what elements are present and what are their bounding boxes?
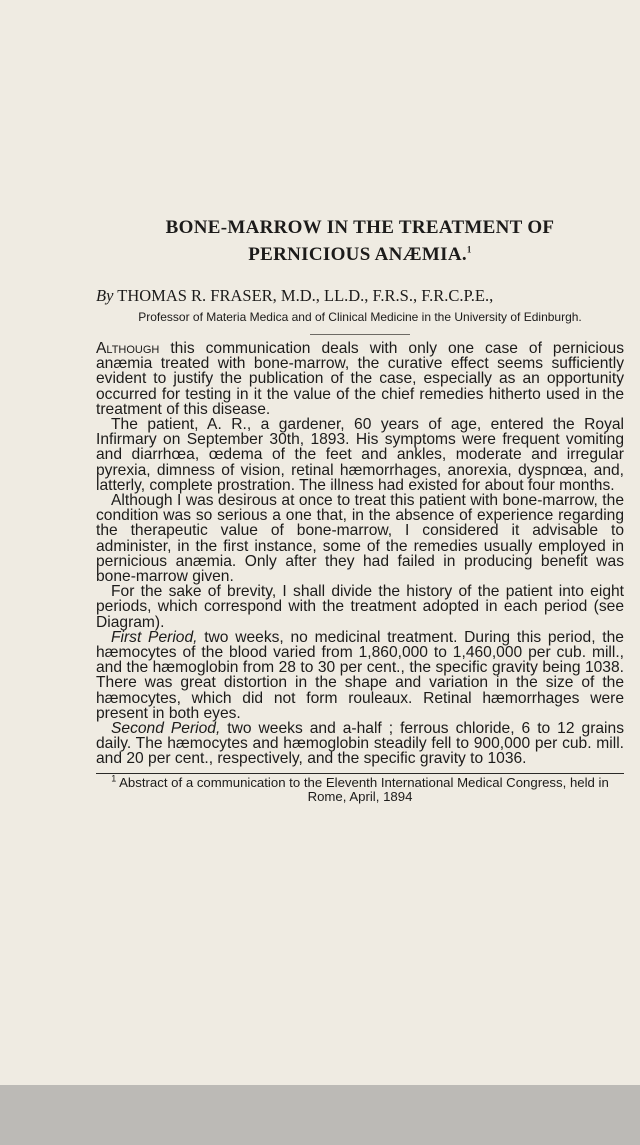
- paragraph-6-text: two weeks and a-half ; ferrous chloride, 6 to 12 grains daily. The hæmocytes and hæmoglobin steadily fell to 900,000 per cub. mill. and 20 per cent., respectively, and the specific gravity to 1036.: [96, 720, 624, 768]
- author-by: By: [96, 286, 114, 305]
- paragraph-3: Although I was desirous at once to treat this patient with bone-marrow, the condition was so serious a one that, in the absence of experience regarding the therapeutic value of bone-marrow, I considered it advisable to administer, in the first instance, some of the remedies usually employed in pernicious anæmia. Only after they had failed in producing benefit was bone-marrow given.: [96, 492, 624, 586]
- footnote-text: Abstract of a communication to the Eleventh International Medical Congress, held in Rome, April, 1894: [119, 774, 609, 804]
- paragraph-1-lead: Although: [96, 340, 160, 357]
- paragraph-4: For the sake of brevity, I shall divide the history of the patient into eight periods, which correspond with the treatment adopted in each period (see Diagram).: [96, 583, 624, 631]
- title-footnote-marker: 1: [466, 244, 472, 255]
- article: [96, 214, 624, 804]
- paragraph-2: The patient, A. R., a gardener, 60 years of age, entered the Royal Infirmary on September 30th, 1893. His symptoms were frequent vomiting and diarrhœa, œdema of the feet and ankles, moderate and irregular pyrexia, dimness of vision, retinal hæmorrhages, anorexia, dyspnœa, and, latterly, complete prostration. The illness had existed for about four months.: [96, 416, 624, 494]
- article-title: [96, 214, 624, 268]
- author-line: [96, 286, 624, 306]
- paragraph-5: [96, 630, 624, 721]
- paragraph-1-text: this communication deals with only one case of pernicious anæmia treated with bone-marrow, the curative effect seems sufficiently evident to justify the publication of the case, especially as an opportunity occurred for testing in it the value of the chief remedies hitherto used in the treatment of this disease.: [96, 340, 624, 418]
- author-affiliation: Professor of Materia Medica and of Clinical Medicine in the University of Edinburgh.: [138, 310, 582, 324]
- footnote-marker: 1: [111, 773, 117, 784]
- footnote: [96, 773, 624, 804]
- title-line-1: BONE-MARROW IN THE TREATMENT OF: [165, 217, 555, 238]
- footnote-divider: [96, 773, 624, 774]
- paragraph-6: [96, 721, 624, 767]
- title-line-2: PERNICIOUS ANÆMIA.: [248, 244, 467, 265]
- paragraph-5-text: two weeks, no medicinal treatment. During this period, the hæmocytes of the blood varied from 1,860,000 to 1,460,000 per cub. mill., and the hæmoglobin from 28 to 30 per cent., the specific gravity being 1038. There was great distortion in the shape and variation in the size of the hæmocytes, which did not form rouleaux. Retinal hæmorrhages were present in both eyes.: [96, 628, 624, 722]
- paragraph-6-lead: Second Period,: [111, 720, 221, 738]
- paragraph-1: [96, 341, 624, 417]
- author-name: THOMAS R. FRASER, M.D., LL.D., F.R.S., F.R.C.P.E.,: [117, 286, 494, 305]
- header-divider: [310, 334, 410, 335]
- scan-bottom-edge: [0, 1085, 640, 1145]
- paragraph-5-lead: First Period,: [111, 628, 198, 646]
